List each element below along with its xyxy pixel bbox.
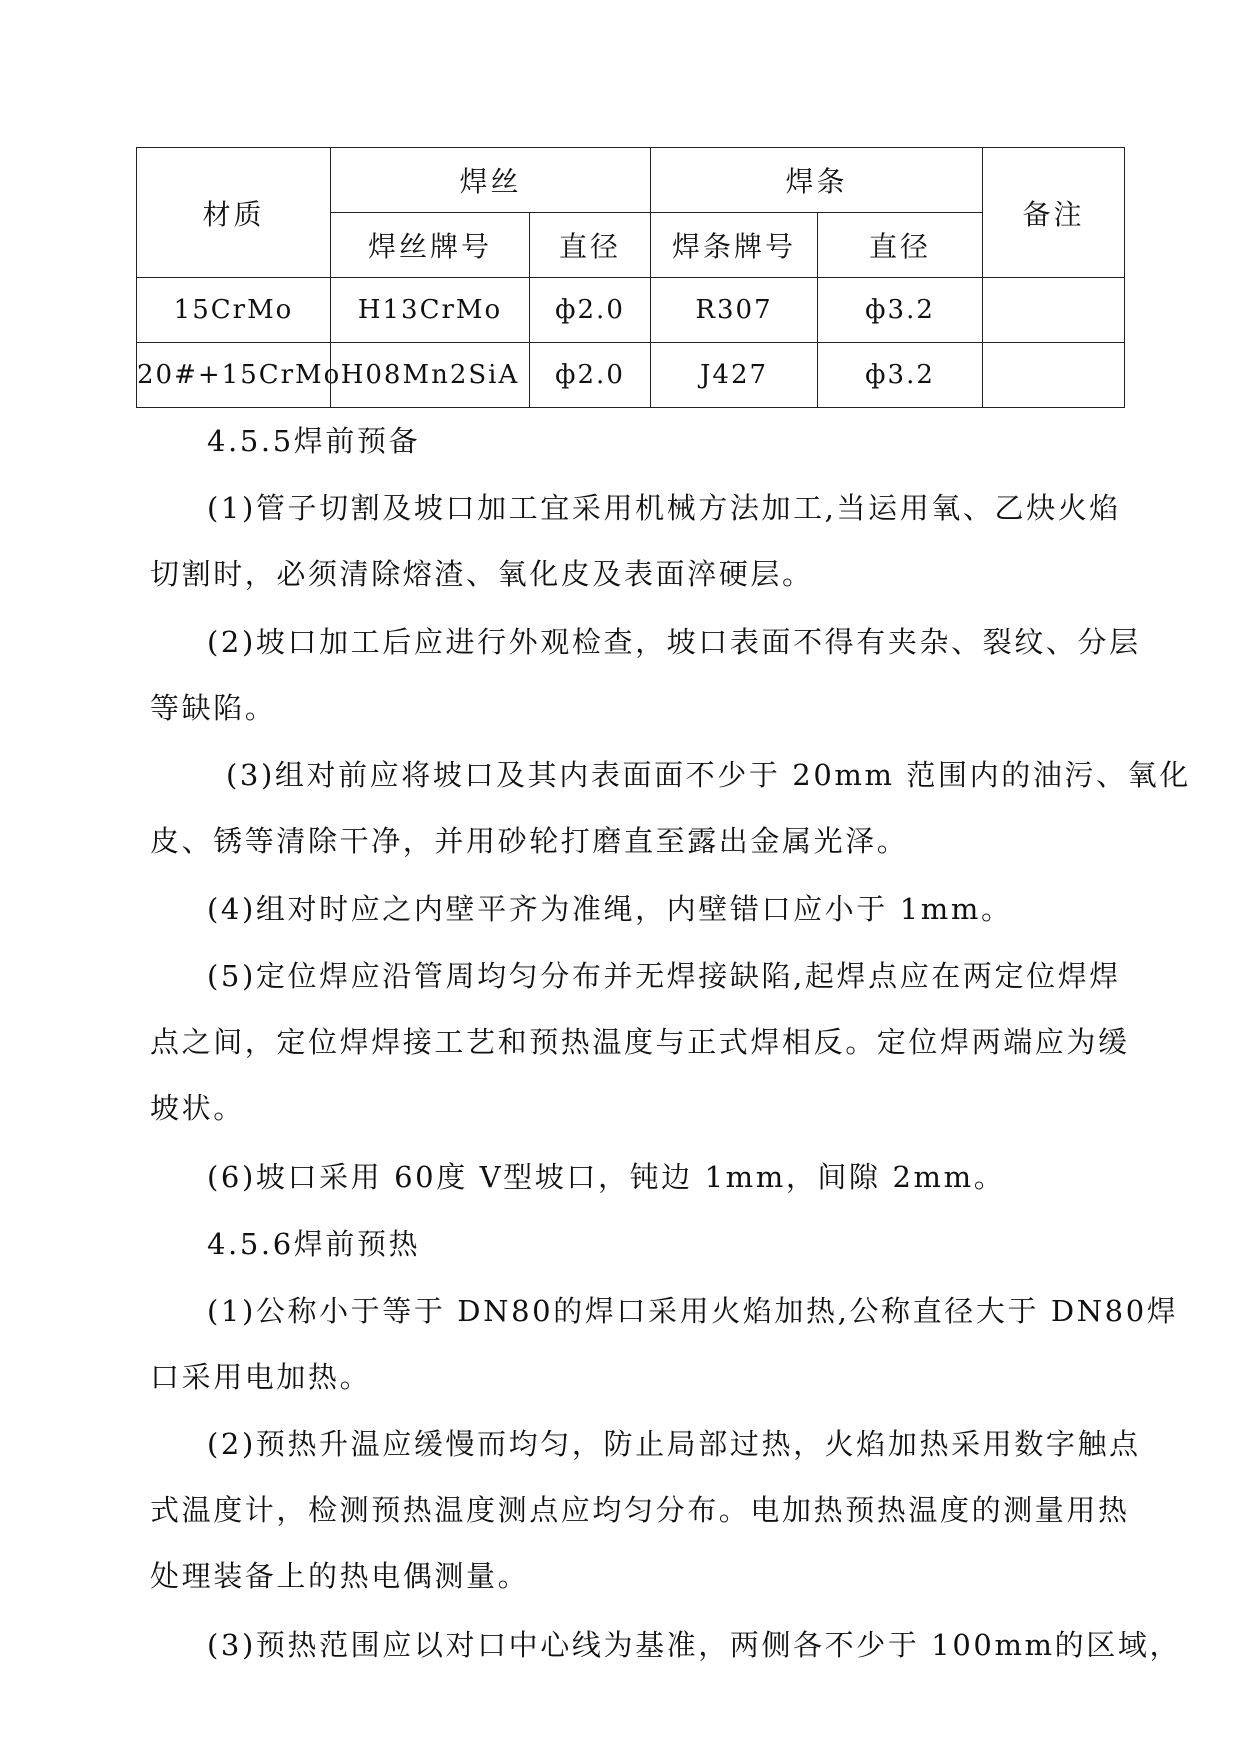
paragraph-line: (1)管子切割及坡口加工宜采用机械方法加工,当运用氧、乙炔火焰 xyxy=(207,491,1121,525)
paragraph-line: 口采用电加热。 xyxy=(150,1360,372,1394)
table-row xyxy=(137,278,1125,343)
header-material: 材质 xyxy=(137,148,331,278)
table-row xyxy=(137,343,1125,408)
header-electrode: 焊条 xyxy=(651,148,983,213)
welding-material-table xyxy=(136,147,1125,408)
section-heading-455 xyxy=(207,408,1177,474)
cell-remark xyxy=(983,278,1125,343)
paragraph-line: (4)组对时应之内壁平齐为准绳，内壁错口应小于 1mm。 xyxy=(207,892,1013,926)
header-wire: 焊丝 xyxy=(331,148,651,213)
paragraph-line: (6)坡口采用 60度 V型坡口，钝边 1mm，间隙 2mm。 xyxy=(207,1160,1006,1194)
paragraph-3 xyxy=(150,742,1191,874)
paragraph-q3 xyxy=(150,1612,1182,1678)
cell-material: 20#+15CrMo xyxy=(137,343,331,408)
cell-wire-grade: H08Mn2SiA xyxy=(331,343,530,408)
paragraph-line: (2)坡口加工后应进行外观检查，坡口表面不得有夹杂、裂纹、分层 xyxy=(207,625,1141,659)
cell-electrode-diameter: ф3.2 xyxy=(818,278,983,343)
cell-material: 15CrMo xyxy=(137,278,331,343)
paragraph-6 xyxy=(150,1144,1120,1210)
paragraph-line: 等缺陷。 xyxy=(150,691,277,725)
header-wire-diameter: 直径 xyxy=(530,213,651,278)
paragraph-line: (3)预热范围应以对口中心线为基准，两侧各不少于 100mm的区域， xyxy=(207,1628,1182,1662)
paragraph-line: (5)定位焊应沿管周均匀分布并无焊接缺陷,起焊点应在两定位焊焊 xyxy=(207,959,1121,993)
cell-electrode-diameter: ф3.2 xyxy=(818,343,983,408)
paragraph-line: 处理装备上的热电偶测量。 xyxy=(150,1559,530,1593)
table-header-row xyxy=(137,148,1125,213)
cell-wire-diameter: ф2.0 xyxy=(530,343,651,408)
paragraph-5 xyxy=(150,943,1130,1141)
header-electrode-diameter: 直径 xyxy=(818,213,983,278)
heading-text: 4.5.6焊前预热 xyxy=(207,1227,421,1261)
paragraph-2 xyxy=(150,609,1141,741)
heading-text: 4.5.5焊前预备 xyxy=(207,424,421,458)
paragraph-line: 皮、锈等清除干净，并用砂轮打磨直至露出金属光泽。 xyxy=(150,824,909,858)
cell-electrode-grade: R307 xyxy=(651,278,818,343)
cell-wire-diameter: ф2.0 xyxy=(530,278,651,343)
paragraph-1 xyxy=(150,475,1120,607)
cell-remark xyxy=(983,343,1125,408)
header-wire-grade: 焊丝牌号 xyxy=(331,213,530,278)
paragraph-q2 xyxy=(150,1411,1141,1609)
cell-wire-grade: H13CrMo xyxy=(331,278,530,343)
paragraph-line: (1)公称小于等于 DN80的焊口采用火焰加热,公称直径大于 DN80焊 xyxy=(207,1294,1179,1328)
cell-electrode-grade: J427 xyxy=(651,343,818,408)
paragraph-line: 点之间，定位焊焊接工艺和预热温度与正式焊相反。定位焊两端应为缓 xyxy=(150,1025,1130,1059)
paragraph-q1 xyxy=(150,1278,1179,1410)
paragraph-line: 坡状。 xyxy=(150,1091,245,1125)
paragraph-line: 式温度计，检测预热温度测点应均匀分布。电加热预热温度的测量用热 xyxy=(150,1493,1130,1527)
paragraph-line: (3)组对前应将坡口及其内表面面不少于 20mm 范围内的油污、氧化 xyxy=(226,758,1191,792)
header-electrode-grade: 焊条牌号 xyxy=(651,213,818,278)
paragraph-line: 切割时，必须清除熔渣、氧化皮及表面淬硬层。 xyxy=(150,557,814,591)
header-remark: 备注 xyxy=(983,148,1125,278)
section-heading-456 xyxy=(207,1211,1177,1277)
paragraph-line: (2)预热升温应缓慢而均匀，防止局部过热，火焰加热采用数字触点 xyxy=(207,1427,1141,1461)
paragraph-4 xyxy=(150,876,1120,942)
